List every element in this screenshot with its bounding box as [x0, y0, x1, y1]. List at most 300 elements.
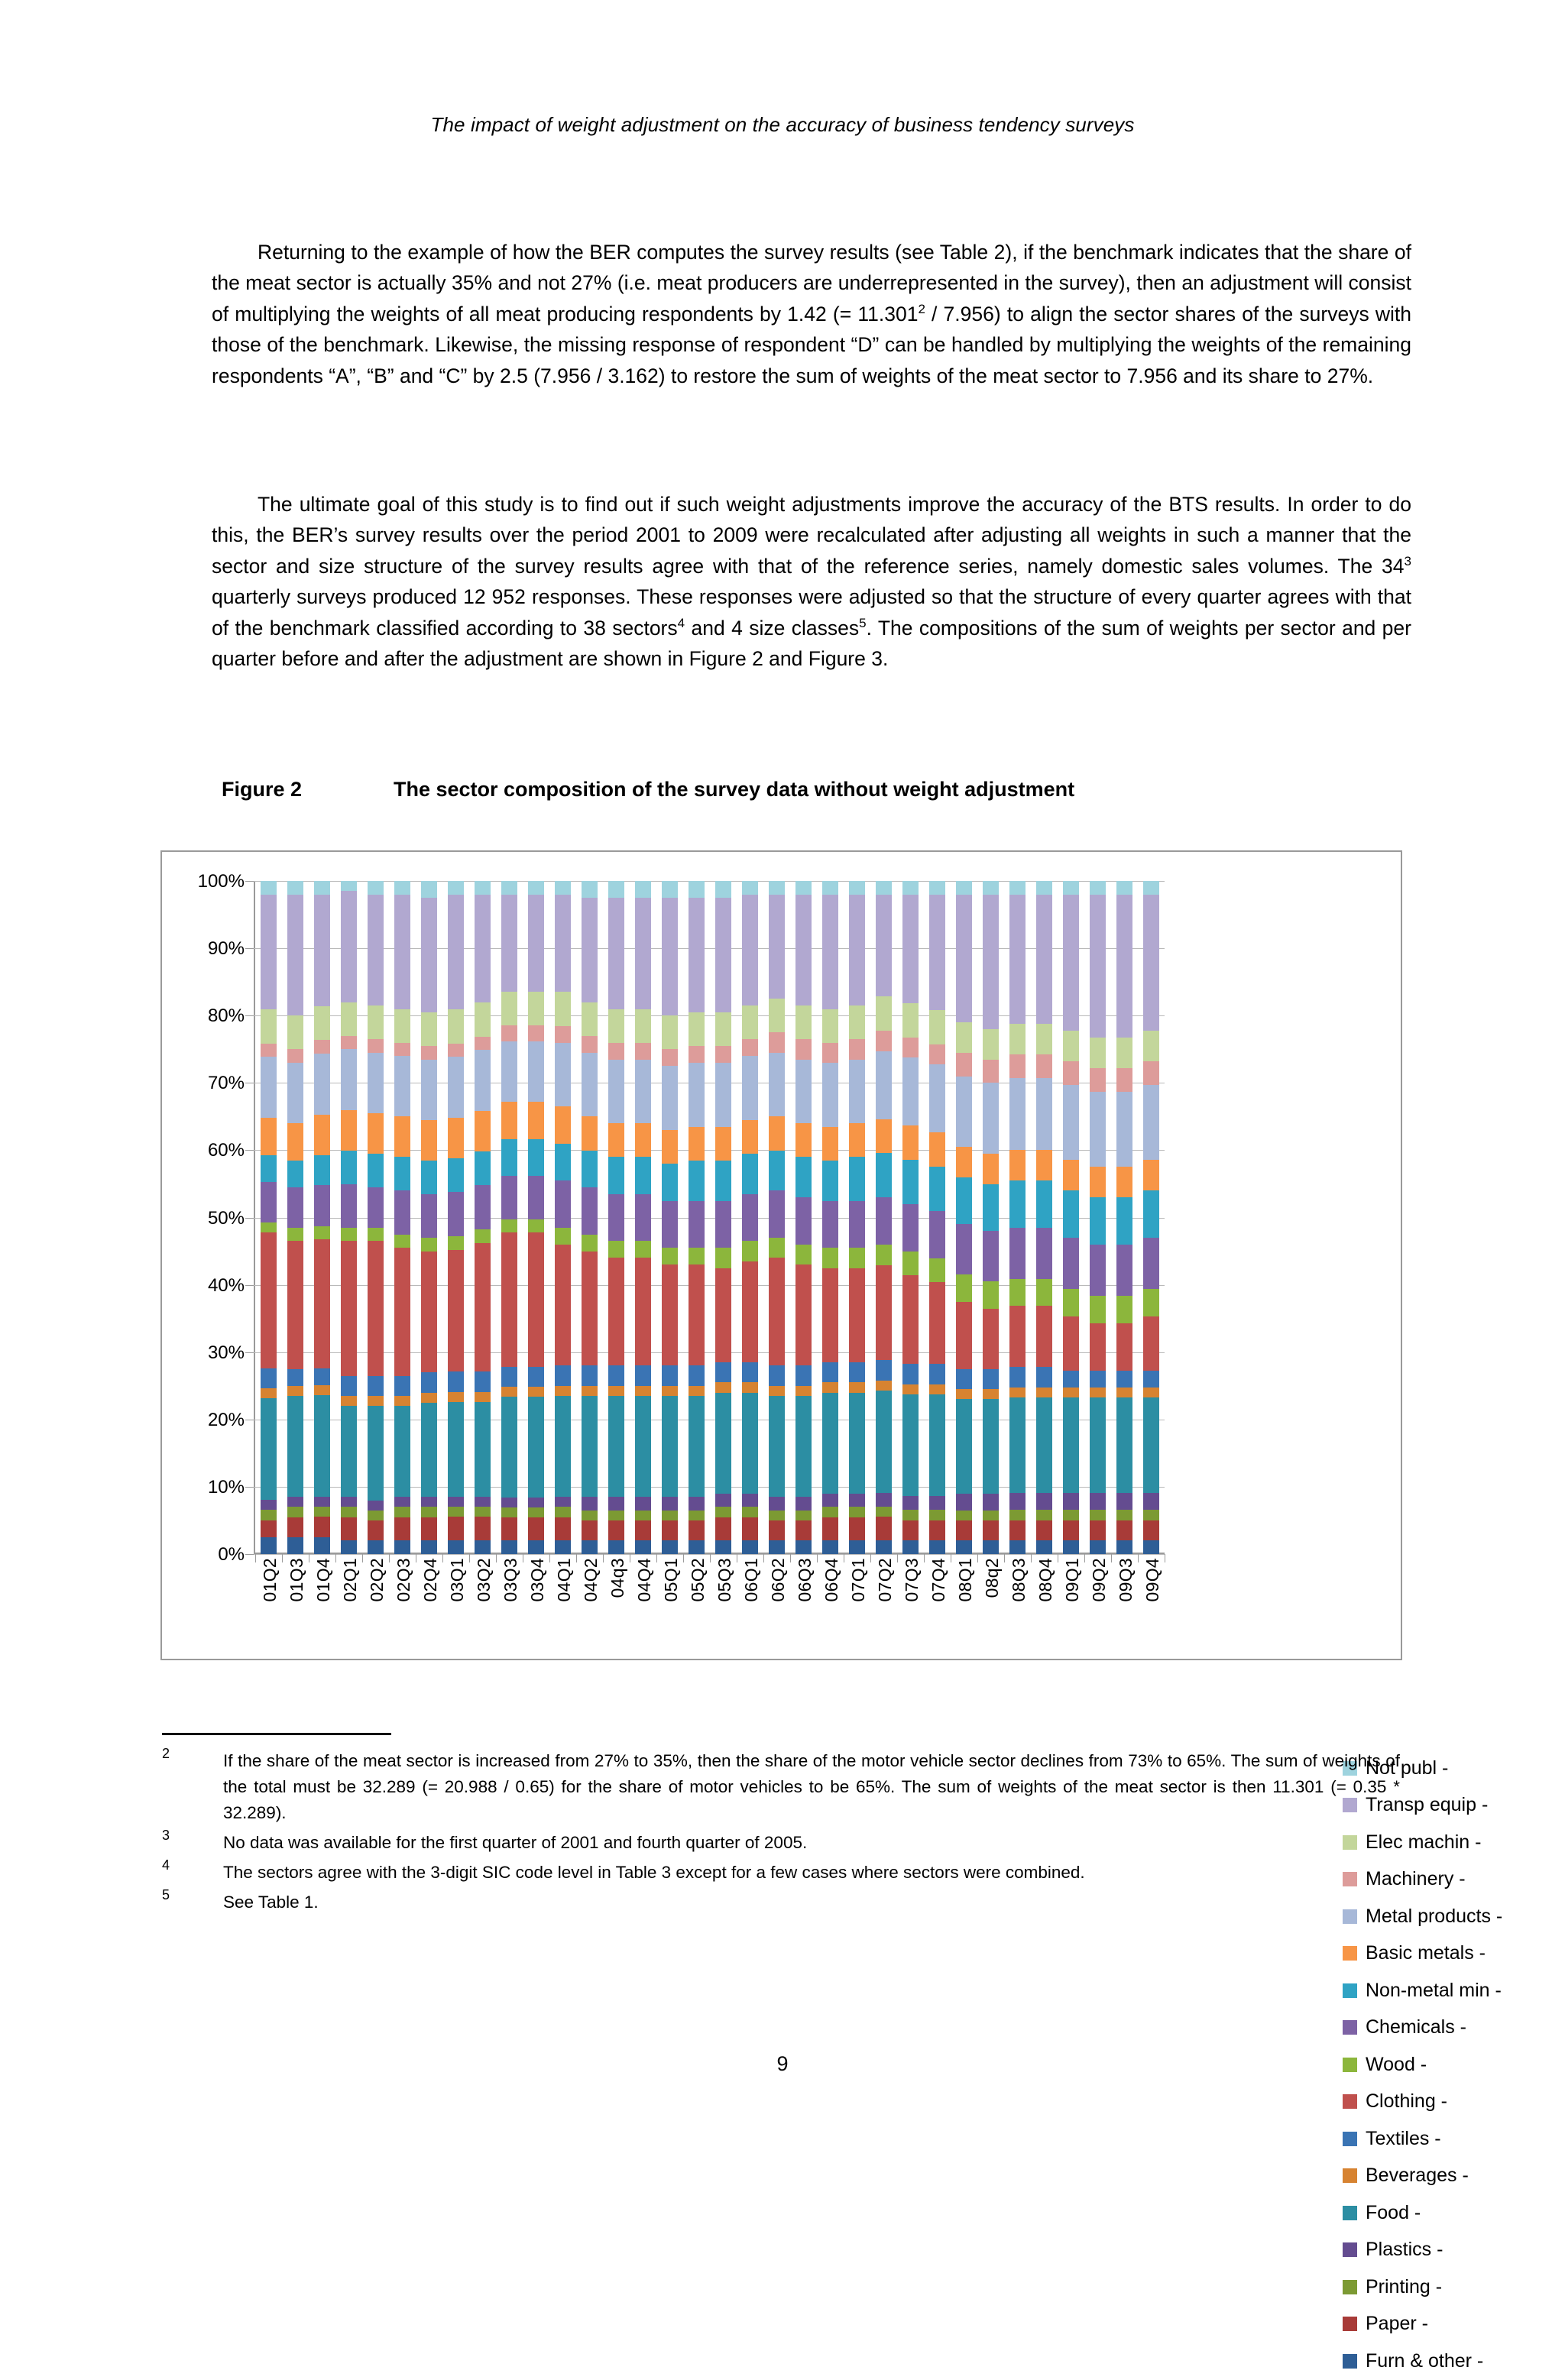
bar-segment [1063, 1238, 1078, 1289]
bar-column[interactable] [1058, 881, 1084, 1554]
bar-column[interactable] [870, 881, 897, 1554]
bar-column[interactable] [523, 881, 549, 1554]
bar-segment [795, 1039, 811, 1059]
bar-segment [929, 1064, 945, 1132]
x-axis-tick-label: 01Q3 [286, 1558, 306, 1602]
bar-segment [287, 1063, 303, 1123]
stacked-bar [795, 881, 811, 1554]
bar-column[interactable] [683, 881, 710, 1554]
bar-column[interactable] [496, 881, 523, 1554]
legend-label: Elec machin - [1366, 1831, 1482, 1853]
bar-segment [902, 1384, 918, 1394]
bar-segment [341, 891, 356, 1002]
bar-column[interactable] [977, 881, 1004, 1554]
x-axis-tick-label: 05Q2 [687, 1558, 708, 1602]
bar-segment [341, 1507, 356, 1517]
bar-segment [795, 1365, 811, 1385]
bar-segment [475, 1229, 490, 1243]
legend-label: Beverages - [1366, 2165, 1469, 2187]
bar-segment [1090, 1510, 1105, 1520]
bar-segment [849, 1268, 864, 1362]
stacked-bar [1063, 881, 1078, 1554]
bar-segment [1036, 1510, 1051, 1520]
bar-column[interactable] [1084, 881, 1111, 1554]
bar-segment [929, 1384, 945, 1394]
bar-segment [795, 1497, 811, 1511]
bar-segment [555, 881, 570, 895]
bar-segment [341, 1517, 356, 1541]
x-axis-tick [683, 1554, 684, 1562]
bar-segment [742, 1154, 757, 1194]
bar-segment [635, 1009, 650, 1043]
bar-segment [582, 1151, 597, 1187]
bar-segment [929, 1132, 945, 1166]
bar-segment [876, 1360, 891, 1381]
bar-segment [983, 1281, 998, 1308]
bar-column[interactable] [416, 881, 442, 1554]
bar-segment [849, 1005, 864, 1039]
x-axis-tick-label: 07Q1 [847, 1558, 868, 1602]
legend-swatch-icon [1343, 2242, 1357, 2257]
bar-segment [795, 1540, 811, 1554]
x-axis-tick [790, 1554, 791, 1562]
y-axis-tick [245, 948, 254, 949]
stacked-bar [394, 881, 410, 1554]
bar-segment [341, 1002, 356, 1036]
y-axis-tick-label: 70% [207, 1073, 245, 1094]
bar-segment [582, 1116, 597, 1150]
bar-segment [287, 1517, 303, 1537]
x-axis-tick-label: 08Q3 [1008, 1558, 1029, 1602]
x-axis-tick-label: 07Q4 [928, 1558, 948, 1602]
bar-segment [662, 1066, 677, 1130]
bar-segment [421, 1060, 436, 1120]
bar-segment [929, 1520, 945, 1541]
bar-segment [742, 1241, 757, 1261]
bar-segment [822, 1043, 838, 1063]
bar-segment [769, 895, 784, 999]
bar-segment [876, 1265, 891, 1361]
bar-segment [715, 1161, 731, 1201]
bar-segment [314, 1507, 329, 1517]
bar-segment [1036, 1054, 1051, 1078]
paragraph-1-text-b: / 7.956) to align the sector shares of the surveys with those of the benchmark. Likewise, the missing response of respondent “D” can be handled by multiplying the weights of the remaining respondents “A”, “B” and “C” by 2.5 (7.956 / 3.162) to restore the sum of weights of the meat sector to 7.956 and its share to 27%. [212, 302, 1411, 387]
bar-segment [849, 1517, 864, 1541]
bar-segment [1116, 1510, 1132, 1520]
bar-segment [1116, 1296, 1132, 1323]
x-axis-tick [603, 1554, 604, 1562]
bar-segment [555, 1497, 570, 1507]
x-axis-tick [924, 1554, 925, 1562]
bar-segment [769, 1386, 784, 1396]
bar-segment [742, 1120, 757, 1154]
bar-segment [876, 996, 891, 1030]
bar-segment [501, 1498, 517, 1507]
x-axis-tick-label: 06Q2 [767, 1558, 788, 1602]
bar-segment [1090, 1167, 1105, 1197]
bar-segment [582, 1497, 597, 1511]
bar-segment [1090, 1245, 1105, 1296]
bar-segment [662, 1520, 677, 1540]
legend-item[interactable] [1343, 2084, 1553, 2121]
legend-item[interactable] [1343, 1935, 1553, 1973]
running-head: The impact of weight adjustment on the accuracy of business tendency surveys [430, 113, 1135, 136]
bar-segment [1143, 1160, 1158, 1190]
bar-column[interactable] [844, 881, 870, 1554]
bar-column[interactable] [897, 881, 924, 1554]
bar-segment [475, 1507, 490, 1517]
bar-segment [394, 1507, 410, 1517]
bar-segment [795, 1511, 811, 1520]
bar-segment [1116, 1245, 1132, 1296]
bar-segment [608, 1540, 624, 1554]
bar-segment [742, 1039, 757, 1056]
bar-column[interactable] [442, 881, 469, 1554]
bar-segment [929, 1010, 945, 1044]
x-axis-tick-label: 06Q4 [821, 1558, 841, 1602]
bar-column[interactable] [282, 881, 309, 1554]
footnote-marker: 4 [162, 1857, 170, 1873]
y-axis-tick [245, 1554, 254, 1555]
bar-segment [689, 1540, 704, 1554]
bar-segment [1143, 1540, 1158, 1554]
bar-segment [983, 895, 998, 1029]
bar-segment [635, 1241, 650, 1258]
bar-segment [1090, 1520, 1105, 1541]
legend-item[interactable] [1343, 2268, 1553, 2306]
y-axis-tick-label: 30% [207, 1342, 245, 1363]
bar-segment [635, 1194, 650, 1242]
bar-segment [582, 1386, 597, 1396]
bar-column[interactable] [309, 881, 335, 1554]
bar-segment [368, 1005, 383, 1039]
legend-item[interactable] [1343, 2306, 1553, 2343]
bar-column[interactable] [790, 881, 817, 1554]
bar-segment [528, 895, 543, 992]
bar-segment [1143, 1289, 1158, 1316]
bar-segment [876, 1540, 891, 1554]
x-axis-tick [1084, 1554, 1085, 1562]
bar-segment [1036, 1493, 1051, 1510]
stacked-bar [742, 881, 757, 1554]
bar-segment [662, 1015, 677, 1049]
bar-segment [421, 1194, 436, 1238]
bar-segment [662, 1396, 677, 1497]
bar-segment [475, 1002, 490, 1036]
bar-segment [876, 1197, 891, 1245]
bar-segment [956, 895, 971, 1022]
stacked-bar [555, 881, 570, 1554]
legend-label: Printing - [1366, 2275, 1443, 2297]
bar-segment [394, 1376, 410, 1396]
bar-segment [501, 1176, 517, 1219]
bar-segment [528, 1507, 543, 1517]
bar-segment [956, 1077, 971, 1148]
bar-segment [1009, 1388, 1025, 1397]
bar-segment [314, 1226, 329, 1240]
bar-segment [769, 1116, 784, 1150]
bar-segment [715, 1494, 731, 1507]
bar-column[interactable] [951, 881, 977, 1554]
bar-segment [528, 1498, 543, 1507]
bar-segment [582, 881, 597, 898]
bar-segment [394, 1396, 410, 1406]
y-axis-tick-label: 20% [207, 1409, 245, 1430]
bar-column[interactable] [737, 881, 763, 1554]
x-axis-tick-label: 02Q3 [393, 1558, 413, 1602]
bar-segment [448, 1540, 463, 1554]
gridline [254, 1554, 1165, 1555]
figure-number: Figure 2 [222, 778, 303, 801]
bar-segment [314, 895, 329, 1006]
bar-segment [448, 881, 463, 895]
bar-column[interactable] [656, 881, 683, 1554]
stacked-bar [902, 881, 918, 1554]
bar-segment [929, 1282, 945, 1364]
bar-segment [555, 895, 570, 992]
bar-segment [662, 881, 677, 898]
bar-segment [662, 898, 677, 1015]
stacked-bar [849, 881, 864, 1554]
bar-segment [769, 999, 784, 1032]
footnote-ref-3[interactable]: 3 [1404, 553, 1411, 568]
bar-segment [1143, 1316, 1158, 1371]
footnote-ref-4[interactable]: 4 [677, 615, 685, 630]
bar-segment [876, 1391, 891, 1492]
bar-segment [287, 1386, 303, 1396]
bar-segment [394, 1056, 410, 1116]
legend-swatch-icon [1343, 2317, 1357, 2331]
bar-segment [822, 881, 838, 895]
bar-segment [368, 1511, 383, 1520]
bar-segment [849, 1039, 864, 1059]
bar-segment [1143, 1061, 1158, 1085]
bar-column[interactable] [603, 881, 630, 1554]
bar-column[interactable] [362, 881, 389, 1554]
x-axis-tick [817, 1554, 818, 1562]
y-axis-tick-label: 0% [218, 1544, 245, 1565]
x-axis-tick-label: 01Q4 [313, 1558, 333, 1602]
bar-segment [795, 1396, 811, 1497]
bar-column[interactable] [763, 881, 790, 1554]
bar-segment [528, 1041, 543, 1102]
bar-segment [421, 881, 436, 898]
legend-item[interactable] [1343, 2009, 1553, 2047]
bar-segment [528, 1397, 543, 1497]
x-axis-tick [1004, 1554, 1005, 1562]
bar-column[interactable] [576, 881, 603, 1554]
legend-label: Wood - [1366, 2053, 1427, 2075]
bar-segment [1063, 1388, 1078, 1397]
bar-column[interactable] [710, 881, 737, 1554]
bar-segment [983, 1309, 998, 1369]
bar-segment [956, 1022, 971, 1053]
bar-segment [261, 1398, 276, 1500]
bar-column[interactable] [817, 881, 844, 1554]
bar-segment [394, 1116, 410, 1157]
bar-column[interactable] [335, 881, 362, 1554]
bar-segment [876, 1119, 891, 1153]
bar-segment [715, 1362, 731, 1382]
bar-segment [1143, 1371, 1158, 1388]
bar-segment [501, 1367, 517, 1387]
bar-segment [394, 1406, 410, 1497]
bar-column[interactable] [1138, 881, 1165, 1554]
bar-segment [261, 881, 276, 895]
bar-segment [849, 1060, 864, 1124]
legend-item[interactable] [1343, 2232, 1553, 2269]
bar-segment [394, 1540, 410, 1554]
bar-segment [822, 1507, 838, 1517]
stacked-bar [689, 881, 704, 1554]
bar-segment [448, 1009, 463, 1043]
x-axis-tick [897, 1554, 898, 1562]
paragraph-2-text-a: The ultimate goal of this study is to find out if such weight adjustments improve the accuracy of the BTS results. In order to do this, the BER’s survey results over the period 2001 to 2009 were recalculated after adjusting all weights in such a manner that the sector and size structure of the survey results agree with that of the reference series, namely domestic sales volumes. The 34 [212, 493, 1411, 578]
bar-column[interactable] [1111, 881, 1138, 1554]
bar-segment [608, 1157, 624, 1193]
bar-segment [1143, 1190, 1158, 1238]
bar-segment [314, 1054, 329, 1115]
bar-segment [608, 1365, 624, 1385]
bar-segment [876, 1153, 891, 1197]
bar-column[interactable] [255, 881, 282, 1554]
bar-segment [956, 881, 971, 895]
legend-item[interactable] [1343, 1972, 1553, 2009]
bar-segment [1090, 1371, 1105, 1388]
bar-segment [1009, 1397, 1025, 1493]
legend-label: Food - [1366, 2201, 1421, 2223]
bar-segment [341, 1376, 356, 1396]
footnote [162, 1857, 1415, 1886]
bar-segment [368, 1113, 383, 1154]
legend-swatch-icon [1343, 2132, 1357, 2146]
x-axis-tick-label: 07Q3 [901, 1558, 922, 1602]
x-axis-tick-label: 07Q2 [874, 1558, 895, 1602]
bar-segment [1036, 895, 1051, 1024]
bar-segment [849, 1540, 864, 1554]
bar-segment [528, 1176, 543, 1219]
bar-segment [689, 1264, 704, 1365]
bar-segment [822, 1009, 838, 1043]
bar-segment [555, 1180, 570, 1228]
x-axis-tick [1111, 1554, 1112, 1562]
bar-column[interactable] [924, 881, 951, 1554]
bar-segment [448, 1250, 463, 1371]
bar-segment [1036, 1367, 1051, 1388]
bar-segment [822, 1201, 838, 1248]
bar-segment [1116, 1068, 1132, 1092]
bar-segment [448, 1517, 463, 1540]
bar-segment [261, 1520, 276, 1537]
bar-column[interactable] [630, 881, 656, 1554]
bar-segment [742, 895, 757, 1005]
bar-segment [849, 1157, 864, 1200]
stacked-bar [582, 881, 597, 1554]
bar-segment [662, 1164, 677, 1200]
bar-segment [421, 1507, 436, 1517]
bar-segment [742, 1494, 757, 1507]
y-axis-tick-label: 80% [207, 1005, 245, 1027]
bar-segment [876, 895, 891, 996]
bar-segment [689, 1127, 704, 1161]
legend-item[interactable] [1343, 2343, 1553, 2380]
bar-segment [689, 1161, 704, 1201]
bar-segment [822, 1063, 838, 1127]
bar-segment [368, 1039, 383, 1053]
x-axis-tick-label: 09Q3 [1115, 1558, 1136, 1602]
bar-column[interactable] [469, 881, 496, 1554]
bar-segment [929, 1510, 945, 1520]
bar-segment [929, 881, 945, 895]
bar-segment [501, 895, 517, 992]
bar-segment [635, 1157, 650, 1193]
footnote-text: See Table 1. [223, 1893, 319, 1912]
bar-segment [555, 1228, 570, 1245]
bar-segment [1143, 1031, 1158, 1061]
paragraph-2 [212, 489, 1411, 674]
bar-column[interactable] [1004, 881, 1031, 1554]
bar-segment [849, 1393, 864, 1494]
bar-segment [902, 1160, 918, 1204]
bar-segment [555, 1365, 570, 1385]
legend-item[interactable] [1343, 2120, 1553, 2158]
bar-segment [1143, 1238, 1158, 1289]
footnote-text: If the share of the meat sector is increased from 27% to 35%, then the share of the motor vehicle sector declines from 73% to 65%. The sum of weights of the total must be 32.289 (= 20.988 / 0.65) for the share of motor vehicles to be 65%. The sum of weights of the meat sector is then 11.301 (= 0.35 * 32.289). [223, 1751, 1400, 1822]
bar-column[interactable] [1031, 881, 1058, 1554]
bar-segment [314, 1497, 329, 1507]
bar-segment [1116, 1092, 1132, 1167]
legend-label: Furn & other - [1366, 2349, 1484, 2372]
footnote-ref-2[interactable]: 2 [918, 301, 925, 316]
bar-segment [528, 1102, 543, 1138]
legend-item[interactable] [1343, 2194, 1553, 2232]
x-axis-tick [656, 1554, 657, 1562]
bar-segment [555, 1507, 570, 1517]
bar-segment [662, 1497, 677, 1511]
bar-segment [742, 1517, 757, 1541]
bar-segment [902, 1275, 918, 1364]
bar-segment [394, 1157, 410, 1190]
bar-column[interactable] [549, 881, 576, 1554]
bar-segment [795, 895, 811, 1005]
legend-label: Metal products - [1366, 1905, 1503, 1927]
bar-segment [582, 1520, 597, 1540]
bar-segment [475, 1243, 490, 1371]
bar-column[interactable] [389, 881, 416, 1554]
bar-segment [715, 881, 731, 898]
bar-segment [983, 1029, 998, 1060]
footnote-ref-5[interactable]: 5 [859, 615, 867, 630]
bar-segment [769, 881, 784, 895]
y-axis-tick-label: 90% [207, 938, 245, 960]
x-axis-tick-label: 06Q1 [740, 1558, 761, 1602]
bar-segment [769, 1190, 784, 1238]
bar-segment [341, 1540, 356, 1554]
bar-segment [635, 1540, 650, 1554]
legend-item[interactable] [1343, 2158, 1553, 2195]
bar-segment [501, 1219, 517, 1233]
x-axis-tick-label: 03Q2 [473, 1558, 494, 1602]
bar-segment [528, 1025, 543, 1042]
bar-segment [1009, 1054, 1025, 1078]
bar-segment [902, 1038, 918, 1058]
bar-segment [956, 1399, 971, 1493]
x-axis-tick [496, 1554, 497, 1562]
bar-segment [1036, 1180, 1051, 1228]
x-axis-tick-label: 02Q1 [339, 1558, 360, 1602]
bar-segment [689, 881, 704, 898]
bar-segment [1009, 1493, 1025, 1510]
